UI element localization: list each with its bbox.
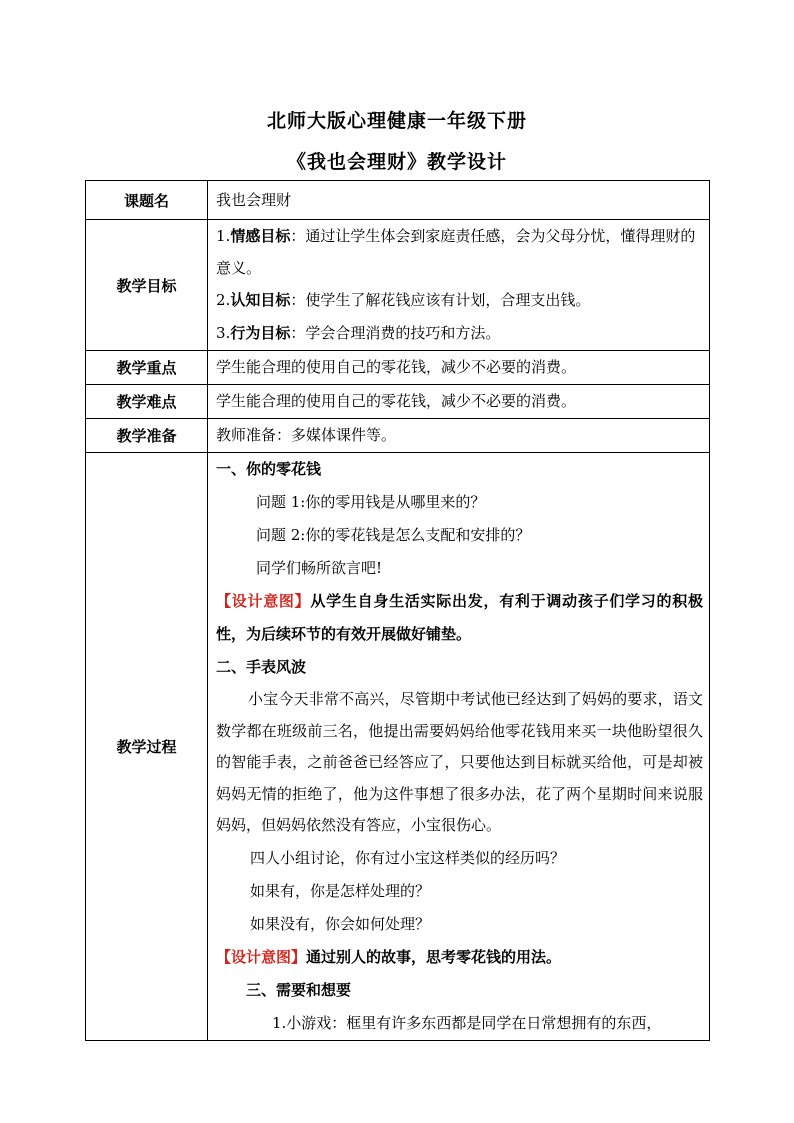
row-goals <box>86 220 710 351</box>
goals-content <box>208 220 710 351</box>
section-title: 二、手表风波 <box>216 658 307 676</box>
goal-heading: 行为目标 <box>230 324 291 342</box>
goals-label: 教学目标 <box>86 220 208 351</box>
key-point-value: 学生能合理的使用自己的零花钱，减少不必要的消费。 <box>208 351 710 385</box>
row-key-point <box>86 351 710 385</box>
question-item: 问题 2:你的零花钱是怎么支配和安排的？ <box>256 526 531 544</box>
discussion-item: 如果没有，你会如何处理？ <box>250 914 431 933</box>
story-paragraph: 小宝今天非常不高兴，尽管期中考试他已经达到了妈妈的要求，语文数学都在班级前三名，他提出需要妈妈给他零花钱用来买一块他盼望很久的智能手表，之前爸爸已经答应了，只要他达到目标就买给他，可是却被妈妈无情的拒绝了，他为这件事想了很多办法，花了两个星期时间来说服妈妈，但妈妈依然没有答应，小宝很伤心。 <box>216 690 703 834</box>
preparation-label: 教学准备 <box>86 419 208 453</box>
row-difficulty <box>86 385 710 419</box>
design-intent: 【设计意图】从学生自身生活实际出发，有利于调动孩子们学习的积极性，为后续环节的有效开展做好铺垫。 <box>216 592 703 643</box>
design-intent-tag: 【设计意图】 <box>216 947 307 966</box>
design-intent: 【设计意图】通过别人的故事，思考零花钱的用法。 <box>216 947 562 966</box>
section-title: 一、你的零花钱 <box>216 460 322 478</box>
topic-label: 课题名 <box>86 181 208 220</box>
key-point-label: 教学重点 <box>86 351 208 385</box>
question-item: 问题 1:你的零用钱是从哪里来的？ <box>256 493 486 511</box>
discussion-item: 四人小组讨论，你有过小宝这样类似的经历吗？ <box>250 848 566 867</box>
document-title: 北师大版心理健康一年级下册 <box>266 110 527 132</box>
process-content <box>208 453 710 1041</box>
section-title: 三、需要和想要 <box>246 980 352 999</box>
activity-item: 1.小游戏：框里有许多东西都是同学在日常想拥有的东西， <box>272 1013 662 1032</box>
goal-heading: 情感目标 <box>230 227 291 245</box>
goal-item: 3.行为目标：学会合理消费的技巧和方法。 <box>216 324 501 342</box>
goal-item: 2.认知目标：使学生了解花钱应该有计划，合理支出钱。 <box>216 291 591 309</box>
row-topic <box>86 181 710 220</box>
difficulty-label: 教学难点 <box>86 385 208 419</box>
process-label: 教学过程 <box>86 453 208 1041</box>
difficulty-value: 学生能合理的使用自己的零花钱，减少不必要的消费。 <box>208 385 710 419</box>
discussion-item: 如果有，你是怎样处理的？ <box>250 881 431 900</box>
goal-item: 1.情感目标：通过让学生体会到家庭责任感，会为父母分忧，懂得理财的意义。 <box>216 227 696 277</box>
lesson-plan-table <box>85 180 710 1041</box>
goal-heading: 认知目标 <box>230 291 291 309</box>
design-intent-tag: 【设计意图】 <box>216 592 311 610</box>
preparation-value: 教师准备：多媒体课件等。 <box>208 419 710 453</box>
row-process <box>86 453 710 1041</box>
topic-value: 我也会理财 <box>208 181 710 220</box>
row-preparation <box>86 419 710 453</box>
document-subtitle: 《我也会理财》教学设计 <box>286 151 507 173</box>
question-item: 同学们畅所欲言吧! <box>256 559 383 577</box>
